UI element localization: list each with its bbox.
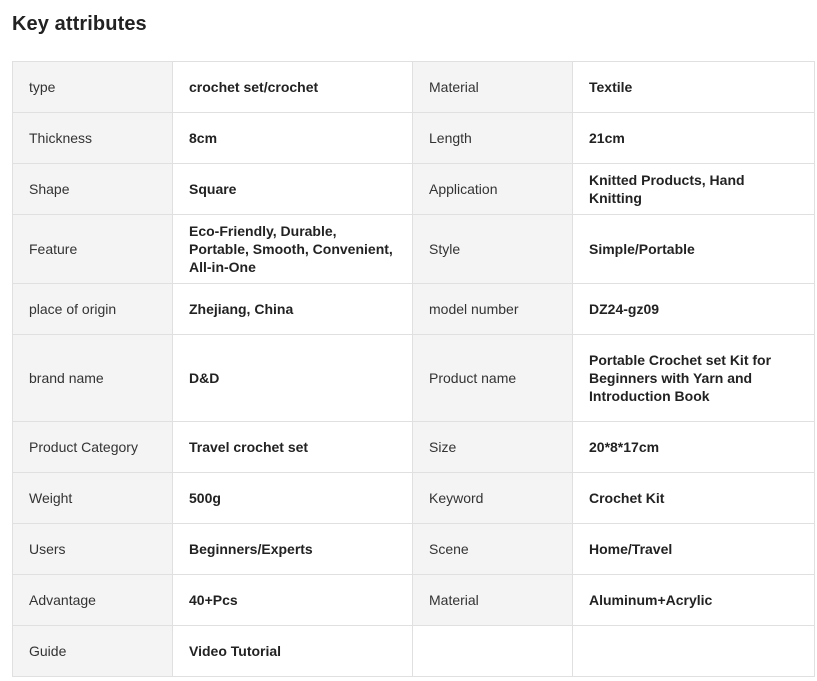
table-row <box>13 335 815 422</box>
attribute-key: model number <box>413 284 573 335</box>
attribute-key: brand name <box>13 335 173 422</box>
table-row <box>13 215 815 284</box>
attribute-key: Material <box>413 62 573 113</box>
table-row <box>13 575 815 626</box>
attribute-value: Knitted Products, Hand Knitting <box>573 164 815 215</box>
attribute-key: Users <box>13 524 173 575</box>
attributes-table <box>12 61 815 677</box>
attribute-key: Size <box>413 422 573 473</box>
attribute-key: Product Category <box>13 422 173 473</box>
empty-cell <box>573 626 815 677</box>
attribute-value: Aluminum+Acrylic <box>573 575 815 626</box>
attribute-value: 21cm <box>573 113 815 164</box>
attribute-key: Material <box>413 575 573 626</box>
attribute-value: crochet set/crochet <box>173 62 413 113</box>
table-row <box>13 524 815 575</box>
attribute-key: Guide <box>13 626 173 677</box>
attribute-key: Product name <box>413 335 573 422</box>
attribute-value: 40+Pcs <box>173 575 413 626</box>
attribute-key: Scene <box>413 524 573 575</box>
attribute-value: 20*8*17cm <box>573 422 815 473</box>
attribute-value: Eco-Friendly, Durable, Portable, Smooth, Convenient, All-in-One <box>173 215 413 284</box>
attribute-value: Travel crochet set <box>173 422 413 473</box>
attribute-value: 500g <box>173 473 413 524</box>
attribute-key: Thickness <box>13 113 173 164</box>
attribute-key: Weight <box>13 473 173 524</box>
attribute-value: Portable Crochet set Kit for Beginners with Yarn and Introduction Book <box>573 335 815 422</box>
attribute-key: Style <box>413 215 573 284</box>
attribute-value: Crochet Kit <box>573 473 815 524</box>
table-row <box>13 626 815 677</box>
attribute-value: Beginners/Experts <box>173 524 413 575</box>
section-title: Key attributes <box>12 13 147 35</box>
attribute-key: Keyword <box>413 473 573 524</box>
attribute-key: place of origin <box>13 284 173 335</box>
attribute-key: Length <box>413 113 573 164</box>
attribute-value: Video Tutorial <box>173 626 413 677</box>
attribute-value: Zhejiang, China <box>173 284 413 335</box>
attribute-value: DZ24-gz09 <box>573 284 815 335</box>
attribute-value: Square <box>173 164 413 215</box>
table-row <box>13 284 815 335</box>
attribute-key: Shape <box>13 164 173 215</box>
attribute-value: Simple/Portable <box>573 215 815 284</box>
attribute-value: Textile <box>573 62 815 113</box>
attribute-key: Application <box>413 164 573 215</box>
table-row <box>13 62 815 113</box>
attribute-value: D&D <box>173 335 413 422</box>
empty-cell <box>413 626 573 677</box>
attribute-key: Advantage <box>13 575 173 626</box>
attribute-key: Feature <box>13 215 173 284</box>
table-row <box>13 422 815 473</box>
attribute-value: Home/Travel <box>573 524 815 575</box>
attribute-value: 8cm <box>173 113 413 164</box>
attribute-key: type <box>13 62 173 113</box>
table-row <box>13 164 815 215</box>
table-row <box>13 113 815 164</box>
table-row <box>13 473 815 524</box>
